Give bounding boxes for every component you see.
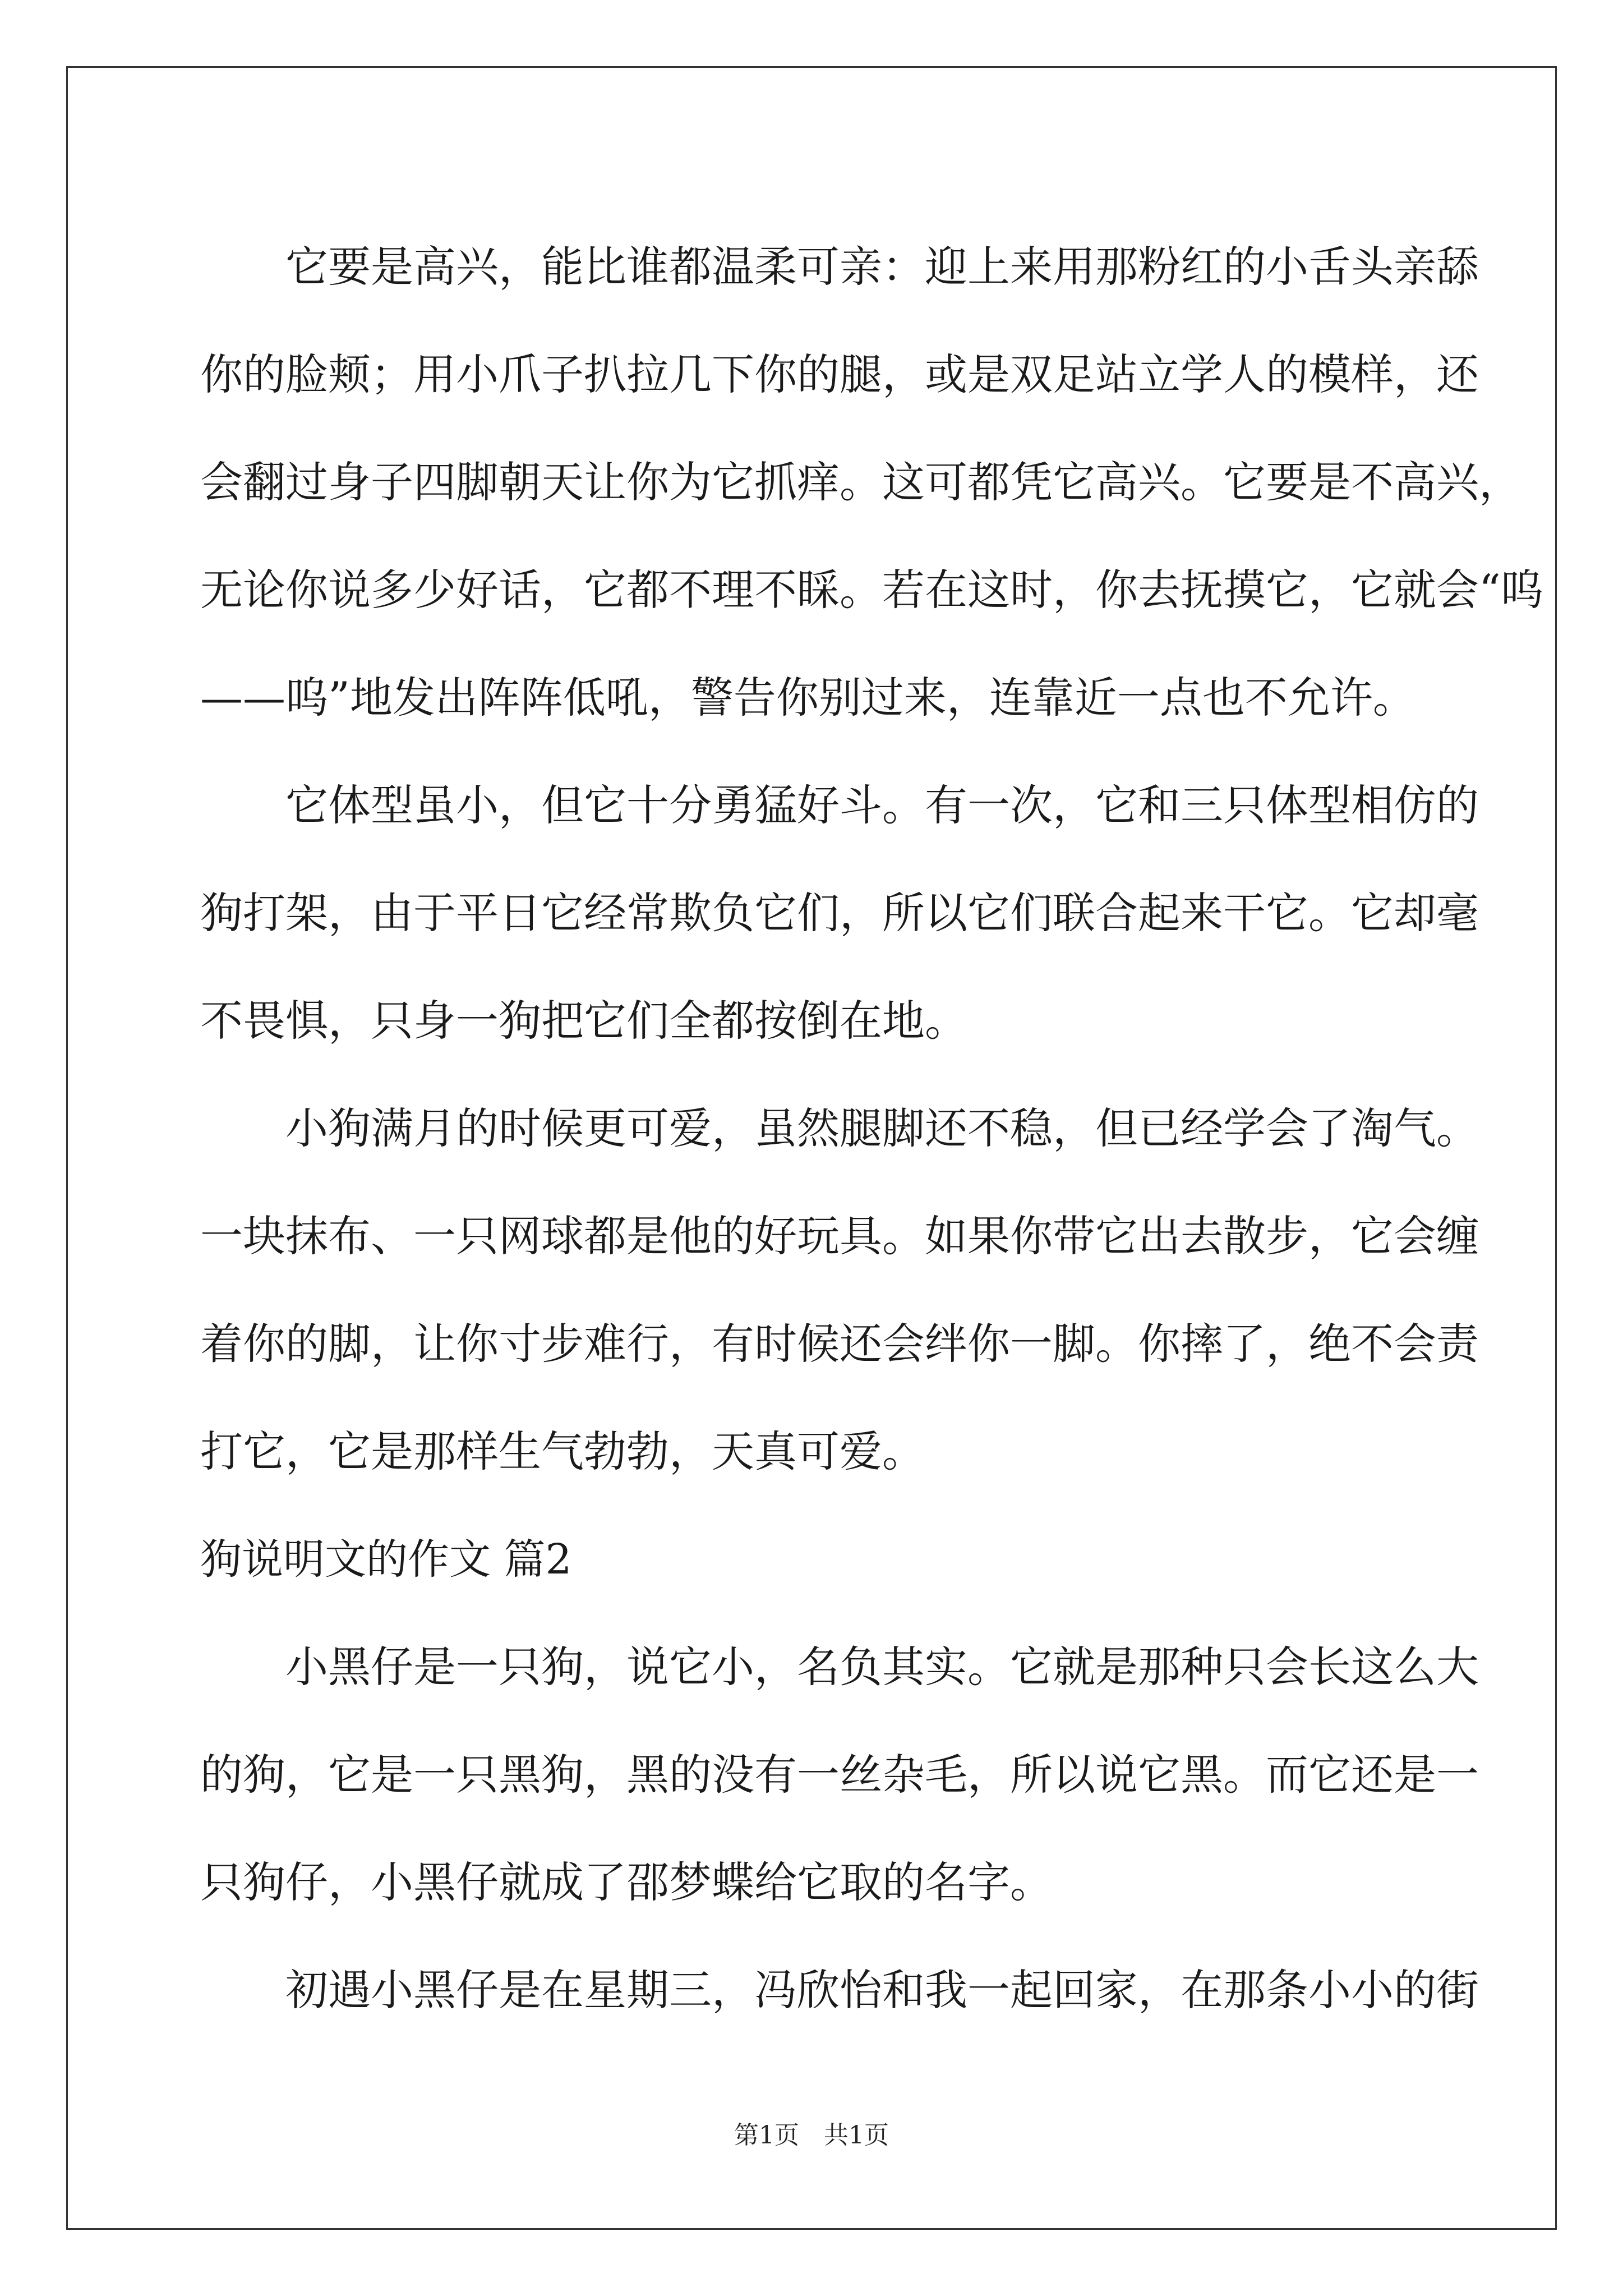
text-line: 小黑仔是一只狗，说它小，名负其实。它就是那种只会长这么大 [285,1642,1479,1692]
text-line: 它体型虽小，但它十分勇猛好斗。有一次，它和三只体型相仿的 [285,780,1479,830]
text-line: ——呜”地发出阵阵低吼，警告你别过来，连靠近一点也不允许。 [200,673,1415,723]
text-line: 打它，它是那样生气勃勃，天真可爱。 [200,1427,925,1476]
text-line: 只狗仔，小黑仔就成了邵梦蝶给它取的名字。 [200,1857,1053,1907]
text-line: 初遇小黑仔是在星期三，冯欣怡和我一起回家，在那条小小的街 [285,1965,1479,2015]
text-line: 着你的脚，让你寸步难行，有时候还会绊你一脚。你摔了，绝不会责 [200,1319,1479,1369]
text-line: 你的脸颊；用小爪子扒拉几下你的腿，或是双足站立学人的模样，还 [200,349,1479,399]
text-line: 它要是高兴，能比谁都温柔可亲：迎上来用那粉红的小舌头亲舔 [285,242,1479,292]
text-line: 无论你说多少好话，它都不理不睬。若在这时，你去抚摸它，它就会“呜 [200,565,1543,615]
document-body [200,213,1543,2044]
text-line: 不畏惧，只身一狗把它们全都按倒在地。 [200,996,967,1046]
page-footer [0,2115,1623,2151]
text-line: 狗打架，由于平日它经常欺负它们，所以它们联合起来干它。它却毫 [200,888,1479,938]
text-line: 的狗，它是一只黑狗，黑的没有一丝杂毛，所以说它黑。而它还是一 [200,1750,1479,1800]
page-number: 第1页 共1页 [734,2121,889,2150]
text-line: 会翻过身子四脚朝天让你为它抓痒。这可都凭它高兴。它要是不高兴， [200,457,1521,507]
text-line: 小狗满月的时候更可爱，虽然腿脚还不稳，但已经学会了淘气。 [285,1103,1479,1153]
section-heading: 狗说明文的作文 篇2 [200,1535,572,1584]
text-line: 一块抹布、一只网球都是他的好玩具。如果你带它出去散步，它会缠 [200,1211,1479,1261]
